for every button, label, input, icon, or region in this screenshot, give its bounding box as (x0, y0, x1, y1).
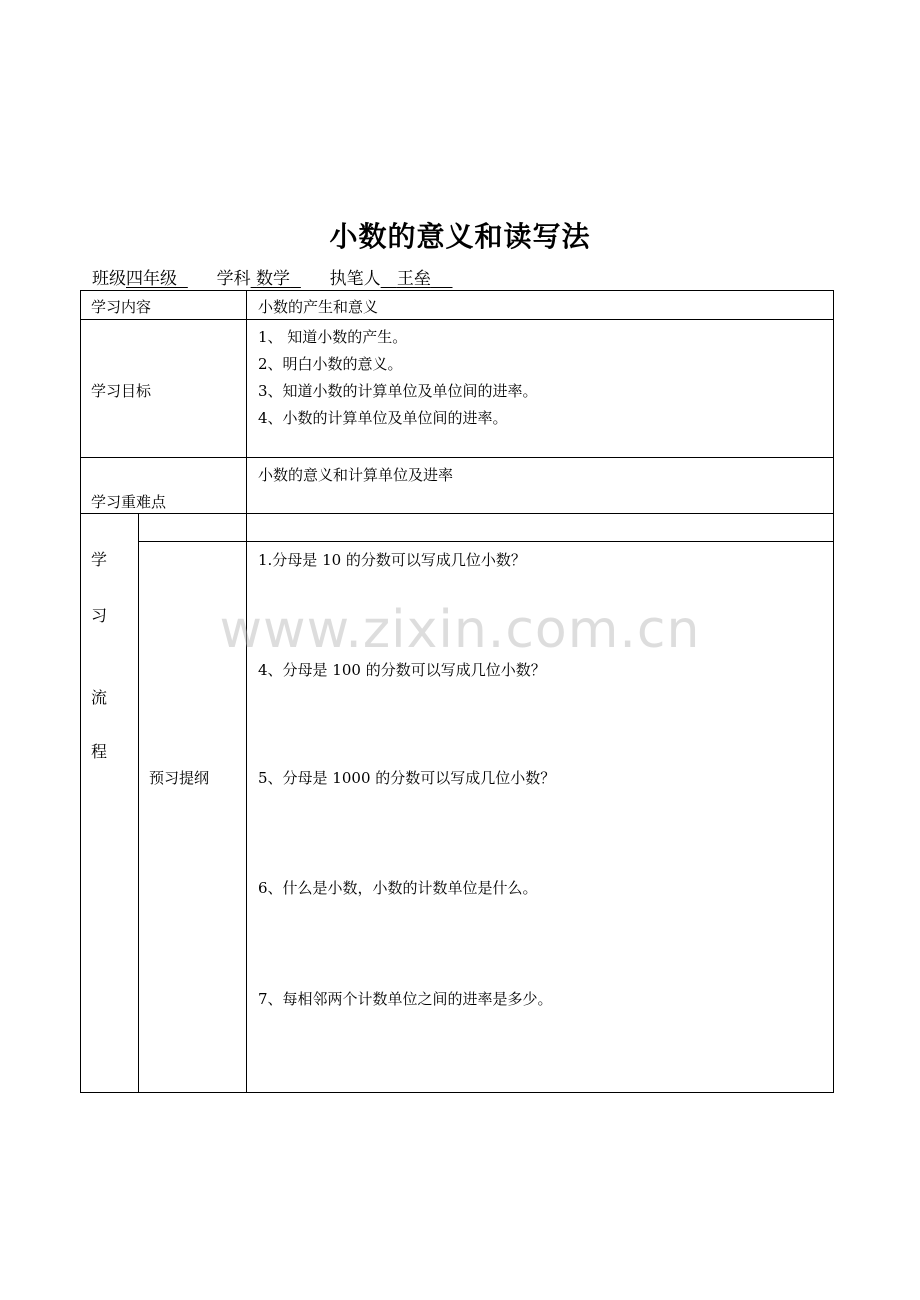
class-value: 四年级 (126, 269, 177, 289)
question-item: 6、什么是小数，小数的计数单位是什么。 (258, 879, 538, 897)
watermark: www.zixin.com.cn (219, 600, 701, 660)
goal-item: 1、 知道小数的产生。 (258, 328, 408, 346)
goals-label: 学习目标 (91, 382, 152, 400)
goal-item: 4、小数的计算单位及单位间的进率。 (258, 409, 508, 427)
question-item: 5、分母是 1000 的分数可以写成几位小数？ (258, 769, 556, 787)
header-info (92, 264, 453, 289)
process-char: 程 (91, 742, 108, 761)
content-value: 小数的产生和意义 (258, 298, 379, 316)
class-label: 班级 (92, 269, 126, 289)
content-label: 学习内容 (91, 298, 152, 316)
question-item: 7、每相邻两个计数单位之间的进率是多少。 (258, 990, 553, 1008)
subject-value: 数学 (256, 269, 291, 289)
question-item: 4、分母是 100 的分数可以写成几位小数？ (258, 661, 546, 679)
key-label: 学习重难点 (91, 493, 167, 511)
goal-item: 3、知道小数的计算单位及单位间的进率。 (258, 382, 538, 400)
author-value: 王垒 (396, 269, 431, 289)
process-char: 习 (91, 606, 108, 625)
author-label: 执笔人 (329, 269, 381, 289)
document-title: 小数的意义和读写法 (329, 220, 591, 253)
study-plan-table (80, 290, 834, 1093)
preview-label: 预习提纲 (149, 769, 210, 787)
subject-label: 学科 (216, 269, 251, 289)
key-value: 小数的意义和计算单位及进率 (258, 466, 454, 484)
process-char: 流 (91, 688, 108, 707)
process-char: 学 (91, 550, 108, 569)
goal-item: 2、明白小数的意义。 (258, 355, 403, 373)
question-item: 1.分母是 10 的分数可以写成几位小数？ (258, 551, 526, 569)
